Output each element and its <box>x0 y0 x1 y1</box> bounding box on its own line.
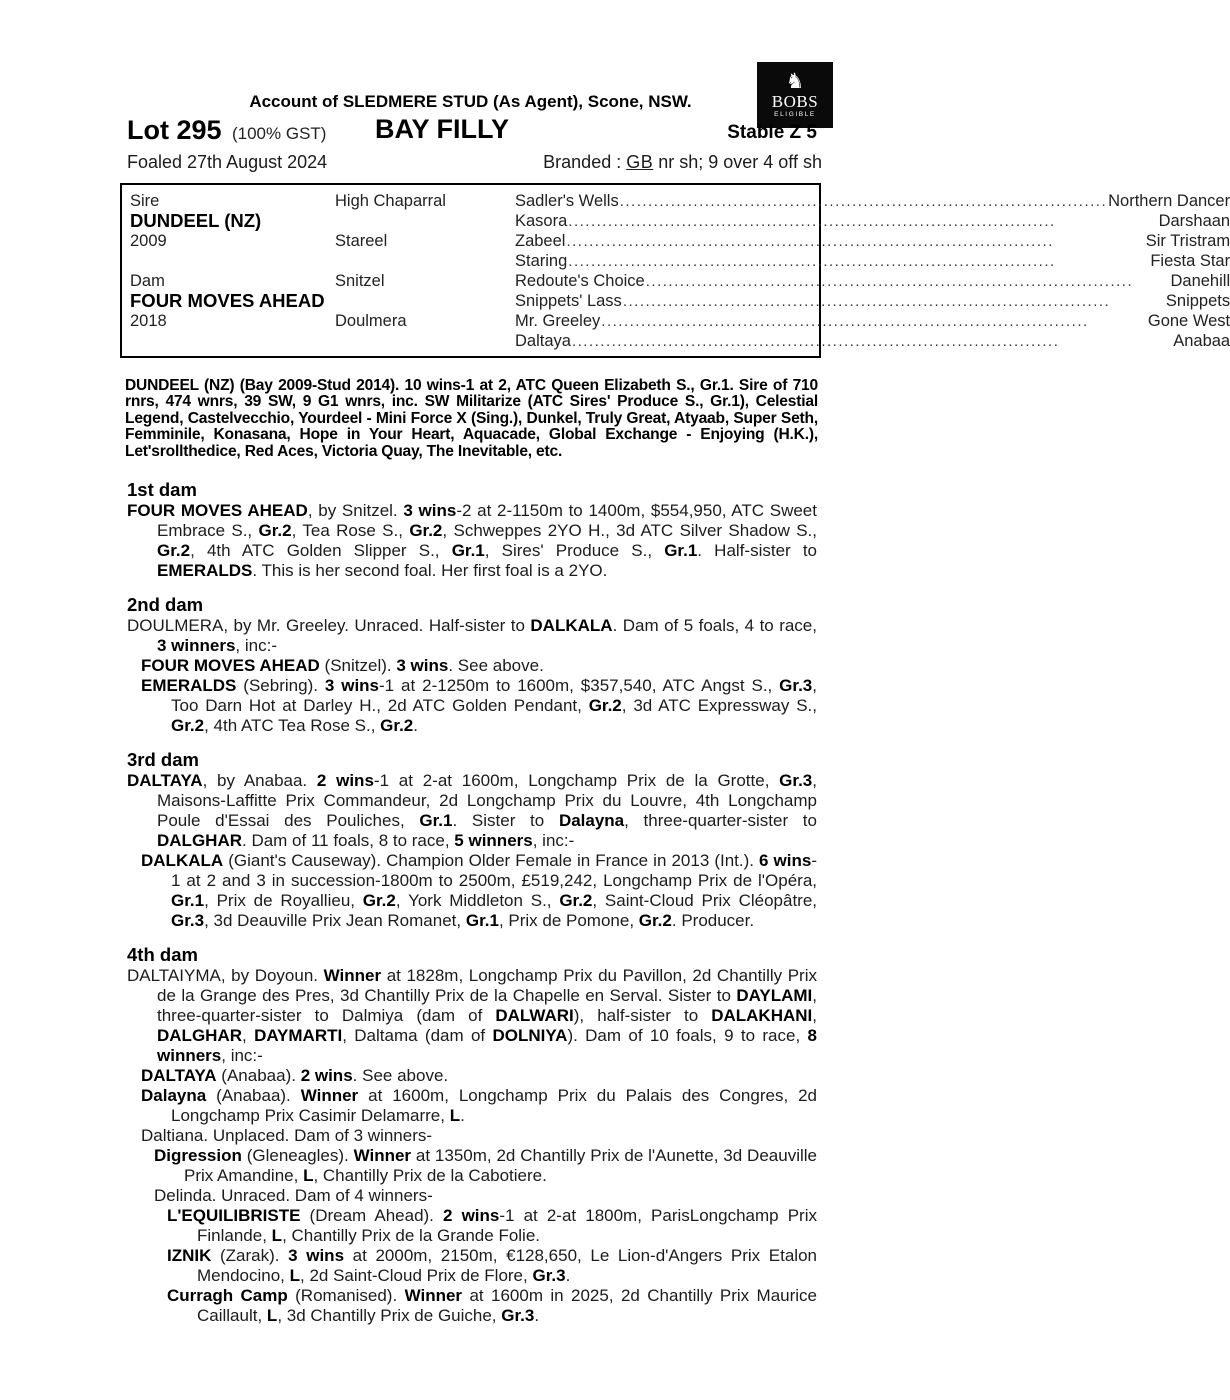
pedigree-entry: L'EQUILIBRISTE (Dream Ahead). 2 wins-1 at 2-at 1800m, ParisLongchamp Prix Finlande, L, Chantilly Prix de la Grande Folie. <box>167 1206 817 1245</box>
horse-head-icon: ♞ <box>785 69 805 93</box>
foaled-date: Foaled 27th August 2024 <box>127 152 328 172</box>
dam-year: 2018 <box>130 311 167 330</box>
ancestor-row: Staring ..... Fiesta Star <box>515 252 1230 271</box>
pedigree-entry: DALKALA (Giant's Causeway). Champion Older Female in France in 2013 (Int.). 6 wins-1 at 2 and 3 in succession-1800m to 2500m, £519,242, Longchamp Prix de l'Opéra, Gr.1, Prix de Royallieu, Gr.2, York Middleton S., Gr.2, Saint-Cloud Prix Cléopâtre, Gr.3, 3d Deauville Prix Jean Romanet, Gr.1, Prix de Pomone, Gr.2. Producer. <box>141 851 818 930</box>
ancestor-row: Redoute's Choice ..... Danehill <box>515 272 1230 291</box>
brand-prefix: Branded : <box>543 152 627 172</box>
sire-name: DUNDEEL (NZ) <box>130 210 262 231</box>
dam-section-heading: 1st dam <box>127 479 197 500</box>
pedigree-table <box>120 183 1230 358</box>
pedigree-entry: FOUR MOVES AHEAD (Snitzel). 3 wins. See above. <box>141 656 544 675</box>
pedigree-entry: Delinda. Unraced. Dam of 4 winners- <box>154 1186 433 1205</box>
sire-role-label: Sire <box>130 191 160 210</box>
dam-of-dam: Doulmera <box>335 311 407 330</box>
pedigree-entry: EMERALDS (Sebring). 3 wins-1 at 2-1250m to 1600m, $357,540, ATC Angst S., Gr.3, Too Darn Hot at Darley H., 2d ATC Golden Pendant, Gr.2, 3d ATC Expressway S., Gr.2, 4th ATC Tea Rose S., Gr.2. <box>141 676 817 735</box>
dot-leader <box>601 312 1147 329</box>
pedigree-entry: DOULMERA, by Mr. Greeley. Unraced. Half-sister to DALKALA. Dam of 5 foals, 4 to race, 3 winners, inc:- <box>127 616 817 655</box>
pedigree-entry: DALTAIYMA, by Doyoun. Winner at 1828m, Longchamp Prix du Pavillon, 2d Chantilly Prix de la Grange des Pres, 3d Chantilly Prix de la Chapelle en Serval. Sister to DAYLAMI, three-quarter-sister to Dalmiya (dam of DALWARI), half-sister to DALAKHANI, DALGHAR, DAYMARTI, Daltama (dam of DOLNIYA). Dam of 10 foals, 9 to race, 8 winners, inc:- <box>127 966 817 1065</box>
dot-leader <box>568 212 1157 229</box>
section-2nd-dam <box>127 594 817 736</box>
brand-info <box>543 152 822 173</box>
brand-code: GB <box>626 152 654 172</box>
dam-section-heading: 2nd dam <box>127 594 204 615</box>
pedigree-entry: FOUR MOVES AHEAD, by Snitzel. 3 wins-2 at 2-1150m to 1400m, $554,950, ATC Sweet Embrace S., Gr.2, Tea Rose S., Gr.2, Schweppes 2YO H., 3d ATC Silver Shadow S., Gr.2, 4th ATC Golden Slipper S., Gr.1, Sires' Produce S., Gr.1. Half-sister to EMERALDS. This is her second foal. Her first foal is a 2YO. <box>127 501 818 580</box>
ancestor-row: Sadler's Wells ..... Northern Dancer <box>515 192 1230 211</box>
pedigree-entry: DALTAYA (Anabaa). 2 wins. See above. <box>141 1066 449 1085</box>
pedigree-entry: Dalayna (Anabaa). Winner at 1600m, Longchamp Prix du Palais des Congres, 2d Longchamp Prix Casimir Delamarre, L. <box>141 1086 817 1125</box>
dot-leader <box>572 332 1172 349</box>
ancestor-row: Snippets' Lass ..... Snippets <box>515 292 1230 311</box>
section-4th-dam <box>127 944 817 1326</box>
dam-of-sire: Stareel <box>335 231 388 250</box>
brand-suffix: nr sh; 9 over 4 off sh <box>653 152 822 172</box>
sire-of-sire: High Chaparral <box>335 191 446 210</box>
ancestor-row: Daltaya ..... Anabaa <box>515 332 1230 351</box>
dot-leader <box>568 252 1149 269</box>
pedigree-entry: Curragh Camp (Romanised). Winner at 1600m in 2025, 2d Chantilly Prix Maurice Caillault, L, 3d Chantilly Prix de Guiche, Gr.3. <box>167 1286 817 1325</box>
ancestor-row: Mr. Greeley ..... Gone West <box>515 312 1230 331</box>
dam-name: FOUR MOVES AHEAD <box>130 290 325 311</box>
sire-of-dam: Snitzel <box>335 271 385 290</box>
dam-sections <box>127 479 817 1339</box>
stable-number: Stable Z 5 <box>727 122 817 143</box>
pedigree-entry: Digression (Gleneagles). Winner at 1350m, 2d Chantilly Prix de l'Aunette, 3d Deauville Prix Amandine, L, Chantilly Prix de la Cabotiere. <box>154 1146 817 1185</box>
dam-section-heading: 4th dam <box>127 944 198 965</box>
dot-leader <box>566 232 1144 249</box>
sire-summary: DUNDEEL (NZ) (Bay 2009-Stud 2014). 10 wins-1 at 2, ATC Queen Elizabeth S., Gr.1. Sire of 710 rnrs, 474 wnrs, 39 SW, 9 G1 wnrs, inc. SW Militarize (ATC Sires' Produce S., Gr.1), Celestial Legend, Castelvecchio, Yourdeel - Mini Force X (Sing.), Dunkel, Truly Great, Atyaab, Super Seth, Femminile, Konasana, Hope in Your Heart, Aquacade, Global Exchange - Enjoying (H.K.), Let'srollthedice, Red Aces, Victoria Quay, The Inevitable, etc. <box>125 376 818 460</box>
dot-leader <box>620 192 1107 209</box>
page-title: BAY FILLY <box>374 114 510 144</box>
section-3rd-dam <box>127 749 817 931</box>
dam-role-label: Dam <box>130 271 165 290</box>
section-1st-dam <box>127 479 817 581</box>
dam-section-heading: 3rd dam <box>127 749 199 770</box>
sire-year: 2009 <box>130 231 167 250</box>
lot-number: Lot 295 <box>127 115 222 145</box>
pedigree-entry: Daltiana. Unplaced. Dam of 3 winners- <box>141 1126 433 1145</box>
ancestor-row: Kasora ..... Darshaan <box>515 212 1230 231</box>
dot-leader <box>646 272 1170 289</box>
ancestor-row: Zabeel ..... Sir Tristram <box>515 232 1230 251</box>
dot-leader <box>623 292 1165 309</box>
pedigree-entry: DALTAYA, by Anabaa. 2 wins-1 at 2-at 1600m, Longchamp Prix de la Grotte, Gr.3, Maisons-Laffitte Prix Commandeur, 2d Longchamp Prix du Louvre, 4th Longchamp Poule d'Essai des Pouliches, Gr.1. Sister to Dalayna, three-quarter-sister to DALGHAR. Dam of 11 foals, 8 to race, 5 winners, inc:- <box>127 771 817 850</box>
logo-text-bobs: BOBS <box>771 91 819 111</box>
account-line: Account of SLEDMERE STUD (As Agent), Scone, NSW. <box>249 92 692 111</box>
logo-text-eligible: ELIGIBLE <box>774 110 816 118</box>
gst-note: (100% GST) <box>231 124 327 143</box>
pedigree-entry: IZNIK (Zarak). 3 wins at 2000m, 2150m, €128,650, Le Lion-d'Angers Prix Etalon Mendocino, L, 2d Saint-Cloud Prix de Flore, Gr.3. <box>167 1246 817 1285</box>
